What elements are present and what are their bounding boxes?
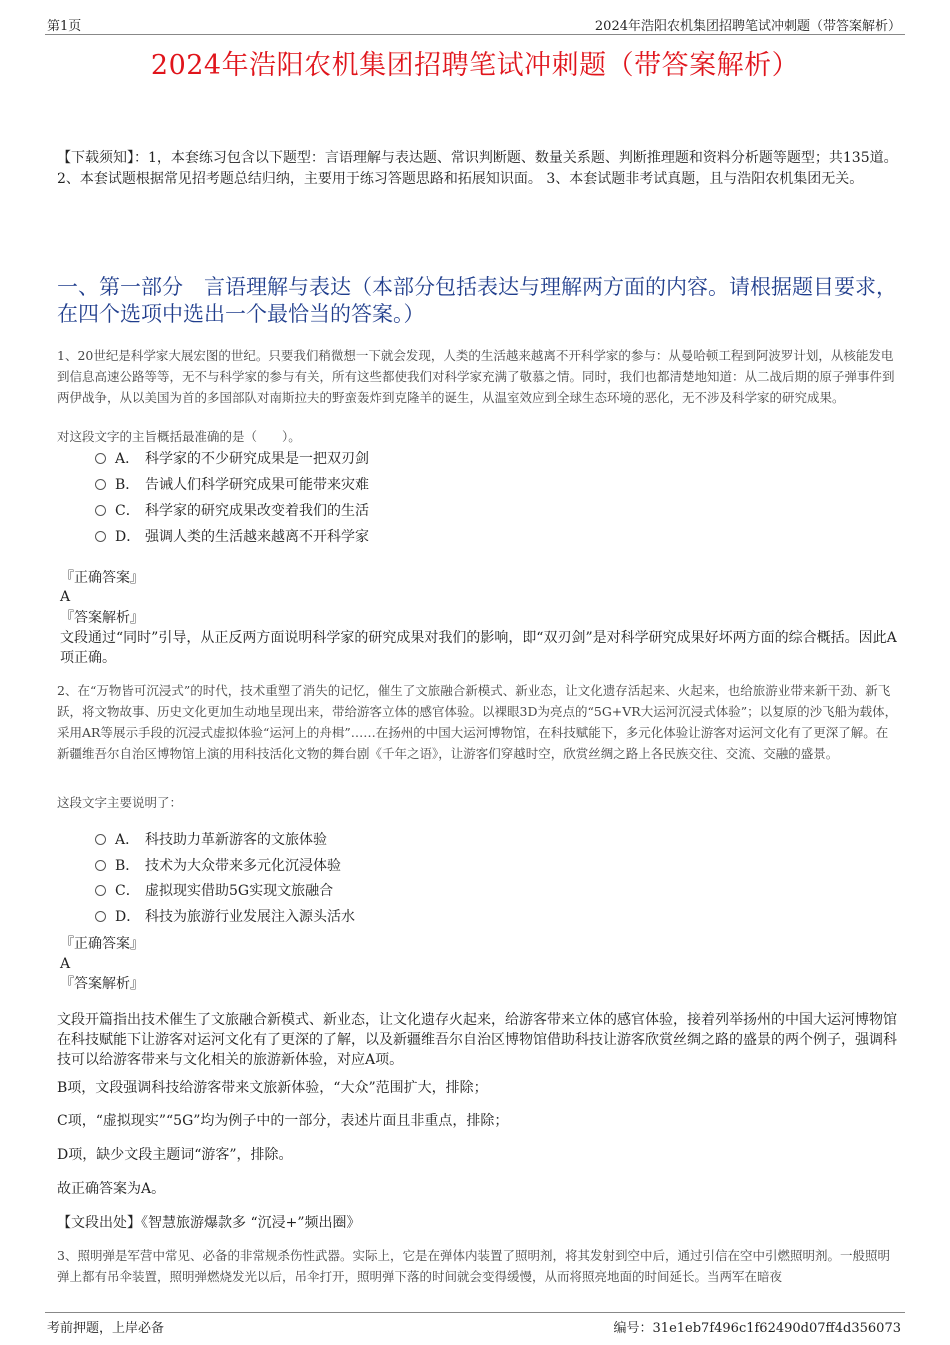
q1-stem: 1、20世纪是科学家大展宏图的世纪。只要我们稍微想一下就会发现，人类的生活越来越离不开科学家的参与：从曼哈顿工程到阿波罗计划，从核能发电到信息高速公路等等，无不与科学家的参与有关，所有这些都使我们对科学家充满了敬慕之情。同时，我们也都清楚地知道：从二战后期的原子弹事件到两伊战争，从以美国为首的多国部队对南斯拉夫的野蛮轰炸到克隆羊的诞生，从温室效应到全球生态环境的恶化，无不涉及科学家的研究成果。	[57, 348, 895, 405]
q2-analysis-label: 『答案解析』	[60, 976, 144, 992]
download-notice: 【下载须知】：1，本套练习包含以下题型：言语理解与表达题、常识判断题、数量关系题、判断推理题和资料分析题等题型；共135道。 2、本套试题根据常见招考题总结归纳，主要用于练习答题思路和拓展知识面。 3、本套试题非考试真题，且与浩阳农机集团无关。	[57, 150, 898, 187]
radio-icon[interactable]	[95, 531, 106, 542]
page-header	[45, 12, 905, 35]
q2-answer: A	[60, 956, 71, 972]
q2-analysis-c: C项，“虚拟现实”“5G”均为例子中的一部分，表述片面且非重点，排除；	[57, 1113, 509, 1129]
q1-option-c[interactable]: C． 科学家的研究成果改变着我们的生活	[95, 500, 369, 522]
header-doc-title: 2024年浩阳农机集团招聘笔试冲刺题（带答案解析）	[594, 19, 901, 34]
radio-icon[interactable]	[95, 911, 106, 922]
q1-question: 对这段文字的主旨概括最准确的是（ ）。	[57, 429, 301, 444]
radio-icon[interactable]	[95, 453, 106, 464]
page-number: 第1页	[47, 19, 82, 34]
q1-answer: A	[60, 589, 71, 605]
q1-answer-label: 『正确答案』	[60, 570, 144, 586]
page-title: 2024年浩阳农机集团招聘笔试冲刺题（带答案解析）	[150, 50, 800, 81]
q2-question: 这段文字主要说明了：	[57, 795, 183, 810]
footer-doc-id: 编号：31e1eb7f496c1f62490d07ff4d356073	[613, 1321, 901, 1336]
q2-answer-label: 『正确答案』	[60, 936, 144, 952]
q2-analysis-d: D项，缺少文段主题词“游客”，排除。	[57, 1147, 293, 1163]
q1-analysis-label: 『答案解析』	[60, 610, 144, 626]
radio-icon[interactable]	[95, 885, 106, 896]
radio-icon[interactable]	[95, 860, 106, 871]
radio-icon[interactable]	[95, 834, 106, 845]
q1-option-a[interactable]: A． 科学家的不少研究成果是一把双刃剑	[95, 448, 369, 470]
q1-option-d[interactable]: D． 强调人类的生活越来越离不开科学家	[95, 526, 369, 548]
q2-option-a[interactable]: A． 科技助力革新游客的文旅体验	[95, 829, 327, 851]
page-footer	[45, 1312, 905, 1336]
q2-stem: 2、在“万物皆可沉浸式”的时代，技术重塑了消失的记忆，催生了文旅融合新模式、新业态，让文化遗存活起来、火起来，也给旅游业带来新干劲、新飞跃，将文物故事、历史文化更加生动地呈现出来，带给游客立体的感官体验。以裸眼3D为亮点的“5G+VR大运河沉浸式体验”；以复原的沙飞船为载体，采用AR等展示手段的沉浸式虚拟体验“运河上的舟楫”……在扬州的中国大运河博物馆，在科技赋能下，多元化体验让游客对运河文化有了更深了解。在新疆维吾尔自治区博物馆上演的用科技活化文物的舞台剧《千年之语》，让游客们穿越时空，欣赏丝绸之路上各民族交往、交流、交融的盛景。	[57, 683, 898, 761]
footer-slogan: 考前押题，上岸必备	[47, 1321, 165, 1336]
radio-icon[interactable]	[95, 505, 106, 516]
q2-conclusion: 故正确答案为A。	[57, 1181, 166, 1197]
q2-analysis: 文段开篇指出技术催生了文旅融合新模式、新业态，让文化遗存火起来，给游客带来立体的感官体验，接着列举扬州的中国大运河博物馆在科技赋能下让游客对运河文化有了更深的了解，以及新疆维吾尔自治区博物馆借助科技让游客欣赏丝绸之路的盛景的两个例子，强调科技可以给游客带来与文化相关的旅游新体验，对应A项。	[57, 1012, 897, 1068]
q2-option-c[interactable]: C． 虚拟现实借助5G实现文旅融合	[95, 880, 333, 902]
section-heading: 一、第一部分 言语理解与表达（本部分包括表达与理解两方面的内容。请根据题目要求，在四个选项中选出一个最恰当的答案。）	[57, 275, 897, 326]
q2-option-b[interactable]: B． 技术为大众带来多元化沉浸体验	[95, 855, 341, 877]
q3-stem: 3、照明弹是军营中常见、必备的非常规杀伤性武器。实际上，它是在弹体内装置了照明剂，将其发射到空中后，通过引信在空中引燃照明剂。一般照明弹上都有吊伞装置，照明弹燃烧发光以后，吊伞打开，照明弹下落的时间就会变得缓慢，从而将照亮地面的时间延长。当两军在暗夜	[57, 1248, 890, 1284]
q2-option-d[interactable]: D． 科技为旅游行业发展注入源头活水	[95, 906, 355, 928]
q1-option-b[interactable]: B． 告诫人们科学研究成果可能带来灾难	[95, 474, 369, 496]
q2-analysis-b: B项，文段强调科技给游客带来文旅新体验，“大众”范围扩大，排除；	[57, 1080, 488, 1096]
q1-analysis: 文段通过“同时”引导，从正反两方面说明科学家的研究成果对我们的影响，即“双刃剑”是对科学研究成果好坏两方面的综合概括。因此A项正确。	[60, 630, 897, 666]
q2-source: 【文段出处】《智慧旅游爆款多 “沉浸+”频出圈》	[57, 1215, 361, 1231]
radio-icon[interactable]	[95, 479, 106, 490]
